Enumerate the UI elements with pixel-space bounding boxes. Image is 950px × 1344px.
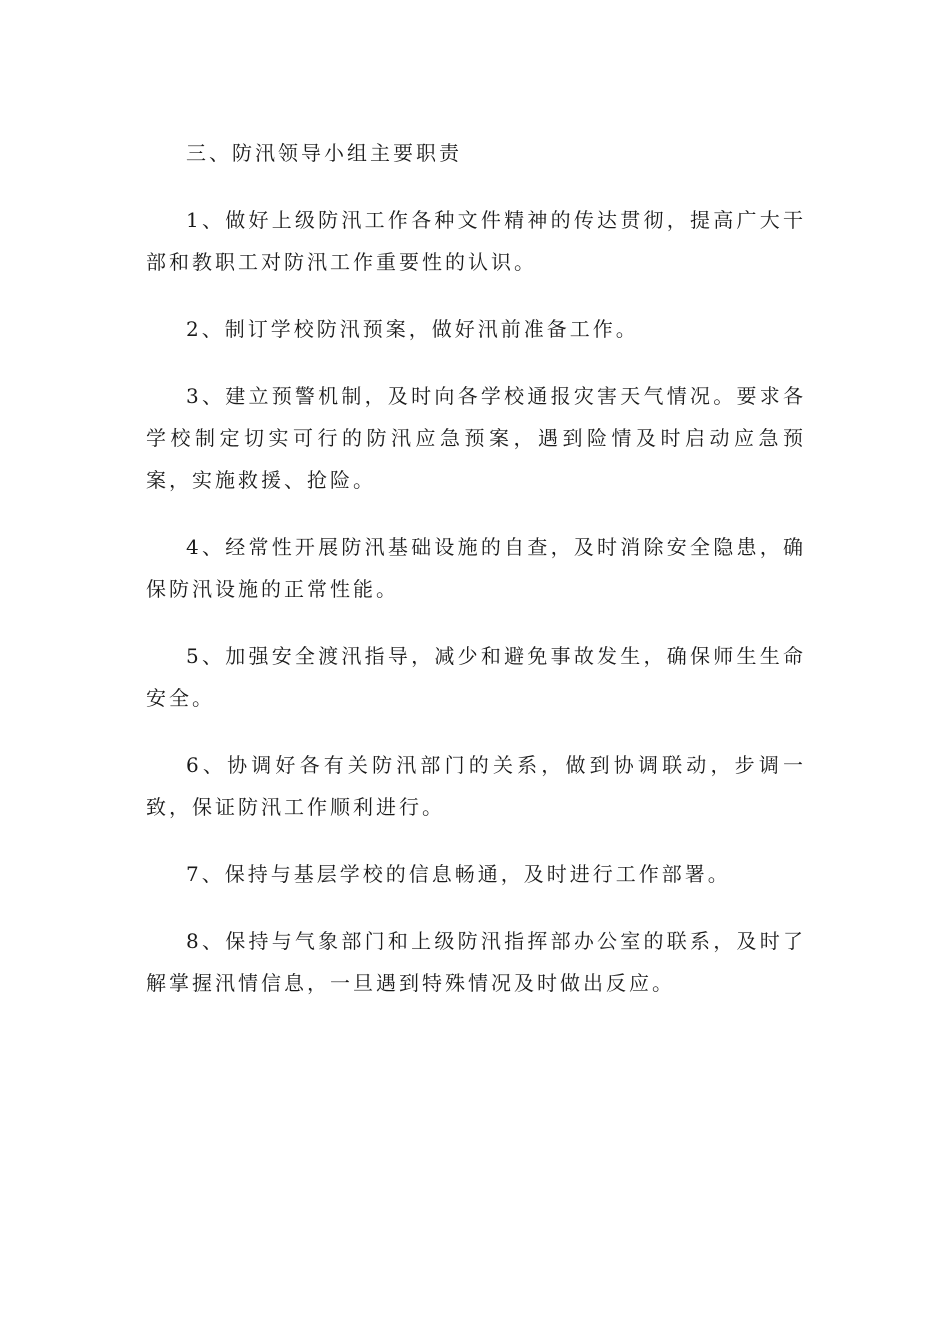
duty-item-4: 4、经常性开展防汛基础设施的自查，及时消除安全隐患，确保防汛设施的正常性能。 xyxy=(146,535,806,601)
duty-item-3: 3、建立预警机制，及时向各学校通报灾害天气情况。要求各学校制定切实可行的防汛应急预案，遇到险情及时启动应急预案，实施救援、抢险。 xyxy=(146,384,806,492)
duty-item-7: 7、保持与基层学校的信息畅通，及时进行工作部署。 xyxy=(186,862,731,886)
duty-item-6: 6、协调好各有关防汛部门的关系，做到协调联动，步调一致，保证防汛工作顺利进行。 xyxy=(146,753,806,819)
duty-item-2: 2、制订学校防汛预案，做好汛前准备工作。 xyxy=(186,317,639,341)
section-heading: 三、防汛领导小组主要职责 xyxy=(186,141,462,165)
document-body xyxy=(146,132,806,1029)
duty-item-8: 8、保持与气象部门和上级防汛指挥部办公室的联系，及时了解掌握汛情信息，一旦遇到特殊情况及时做出反应。 xyxy=(146,929,806,995)
duty-item-1: 1、做好上级防汛工作各种文件精神的传达贯彻，提高广大干部和教职工对防汛工作重要性的认识。 xyxy=(146,208,806,274)
duty-item-5: 5、加强安全渡汛指导，减少和避免事故发生，确保师生生命安全。 xyxy=(146,644,806,710)
